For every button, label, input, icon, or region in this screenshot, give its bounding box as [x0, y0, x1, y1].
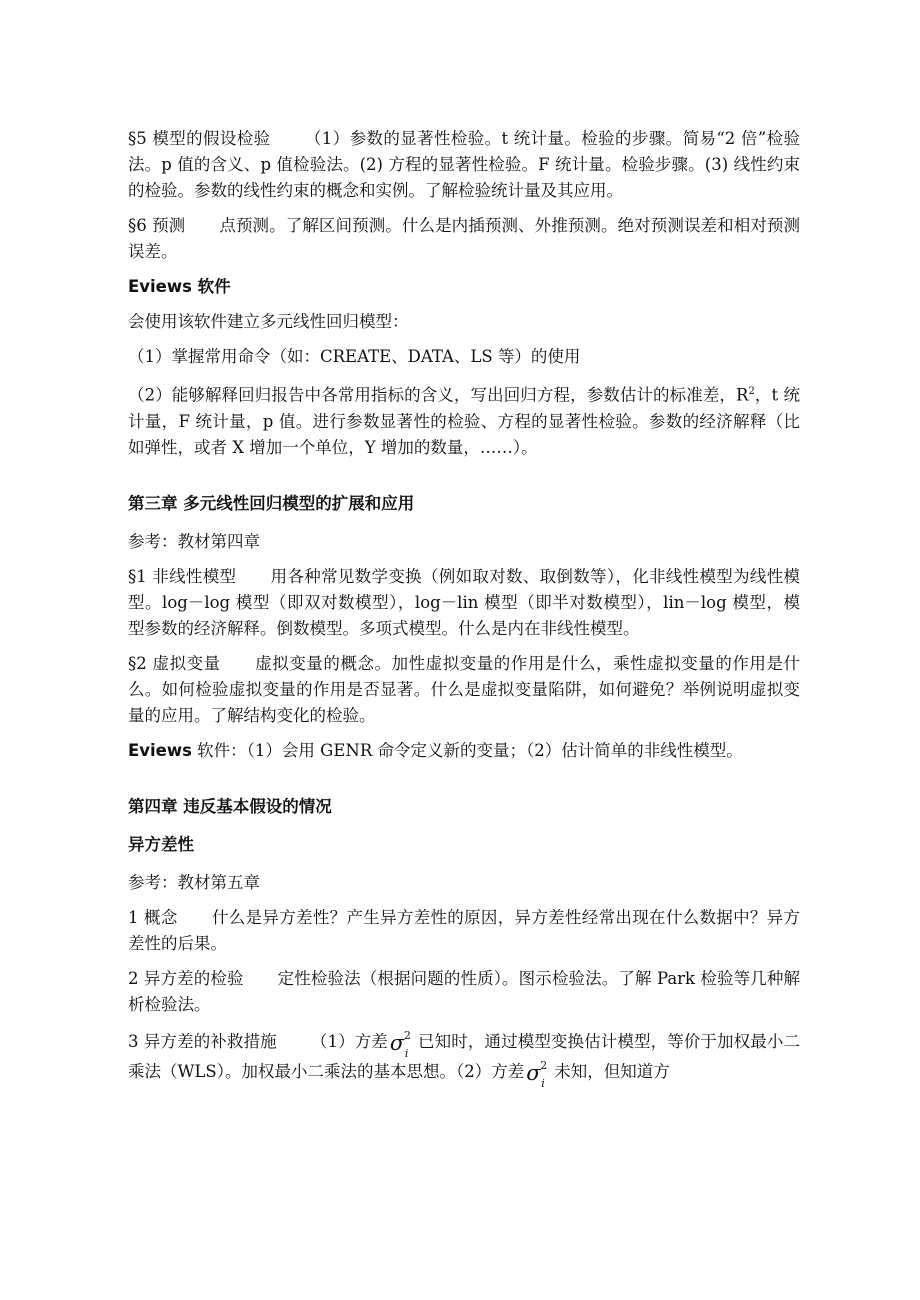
section-6-title: §6 预测: [128, 216, 186, 235]
chapter-3-s1-title: §1 非线性模型: [128, 566, 237, 586]
chapter-3-s2-title: §2 虚拟变量: [128, 653, 221, 673]
chapter-4-p3-c: 未知，但知道方: [554, 1061, 670, 1081]
chapter-3-reference: 参考：教材第四章: [128, 531, 260, 551]
sigma-symbol: σ: [389, 1030, 405, 1055]
document-content: [128, 126, 800, 1096]
chapter-3-eviews-label: Eviews: [128, 740, 192, 760]
section-6-paragraph: [128, 213, 800, 265]
chapter-4-p2-body: 定性检验法（根据问题的性质）。图示检验法。了解 Park 检验等几种解析检验法。: [128, 968, 800, 1014]
chapter-3-eviews-body: 软件：（1）会用 GENR 命令定义新的变量；（2）估计简单的非线性模型。: [191, 740, 743, 760]
sigma-symbol-2: σ: [526, 1060, 541, 1085]
eviews-item-2: [128, 379, 800, 461]
section-5-body: （1）参数的显著性检验。t 统计量。检验的步骤。简易“2 倍”检验法。p 值的含义、p 值检验法。(2) 方程的显著性检验。F 统计量。检验步骤。(3) 线性约束的检验。参数的线性约束的概念和实例。了解检验统计量及其应用。: [128, 129, 800, 200]
section-5-paragraph: [128, 126, 800, 204]
eviews-item-2-b: ，t 统计量，F 统计量，p 值。进行参数显著性的检验、方程的显著性检验。参数的经济解释（比如弹性，或者 X 增加一个单位，Y 增加的数量，……）。: [128, 385, 800, 457]
chapter-3-title: 第三章 多元线性回归模型的扩展和应用: [128, 493, 415, 513]
sigma-i-squared-formula: [388, 1027, 418, 1060]
chapter-4-p3-title: 3 异方差的补救措施: [128, 1031, 277, 1051]
eviews-title: [128, 274, 800, 300]
chapter-4-p3-b: 已知时，通过模型变换估计模型，等价于加权最小二乘法（WLS）。加权最小二乘法的基本思想。（2）方差: [128, 1031, 800, 1081]
sigma-subscript: i: [404, 1046, 409, 1060]
chapter-4-paragraph-2: [128, 966, 800, 1018]
chapter-4-reference: 参考：教材第五章: [128, 872, 260, 892]
eviews-item-2-a: （2）能够解释回归报告中各常用指标的含义，写出回归方程，参数估计的标准差，R: [128, 385, 749, 405]
section-6-body: 点预测。了解区间预测。什么是内插预测、外推预测。绝对预测误差和相对预测误差。: [128, 216, 801, 261]
sigma-superscript-2: 2: [540, 1058, 548, 1072]
section-5-title: §5 模型的假设检验: [128, 129, 271, 148]
chapter-4-paragraph-3: [128, 1027, 800, 1090]
chapter-4-p1-title: 1 概念: [128, 907, 178, 927]
chapter-3-eviews: [128, 738, 800, 764]
eviews-title-text: Eviews 软件: [128, 277, 231, 296]
sigma-superscript: 2: [403, 1028, 411, 1042]
eviews-intro: 会使用该软件建立多元线性回归模型：: [128, 312, 409, 331]
chapter-4-p2-title: 2 异方差的检验: [128, 968, 244, 988]
chapter-4-title: 第四章 违反基本假设的情况: [128, 796, 332, 816]
chapter-3-section-1: [128, 564, 800, 642]
chapter-4-p1-body: 什么是异方差性？产生异方差性的原因，异方差性经常出现在什么数据中？异方差性的后果。: [128, 907, 800, 953]
chapter-3-s1-body: 用各种常见数学变换（例如取对数、取倒数等），化非线性模型为线性模型。log－log 模型（即双对数模型），log－lin 模型（即半对数模型），lin－log 模型，模型参数的经济解释。倒数模型。多项式模型。什么是内在非线性模型。: [128, 566, 801, 638]
sigma-subscript-2: i: [541, 1076, 545, 1090]
eviews-item-1: （1）掌握常用命令（如：CREATE、DATA、LS 等）的使用: [128, 347, 581, 366]
chapter-4-p3-a: （1）方差: [310, 1031, 388, 1051]
chapter-4-subtitle: 异方差性: [128, 834, 194, 854]
chapter-4-paragraph-1: [128, 905, 800, 957]
sigma-i-squared-formula-2: [524, 1057, 554, 1090]
chapter-3-s2-body: 虚拟变量的概念。加性虚拟变量的作用是什么，乘性虚拟变量的作用是什么。如何检验虚拟变量的作用是否显著。什么是虚拟变量陷阱，如何避免？举例说明虚拟变量的应用。了解结构变化的检验。: [128, 653, 801, 725]
chapter-3-section-2: [128, 651, 800, 729]
r-squared-superscript: 2: [748, 386, 755, 397]
